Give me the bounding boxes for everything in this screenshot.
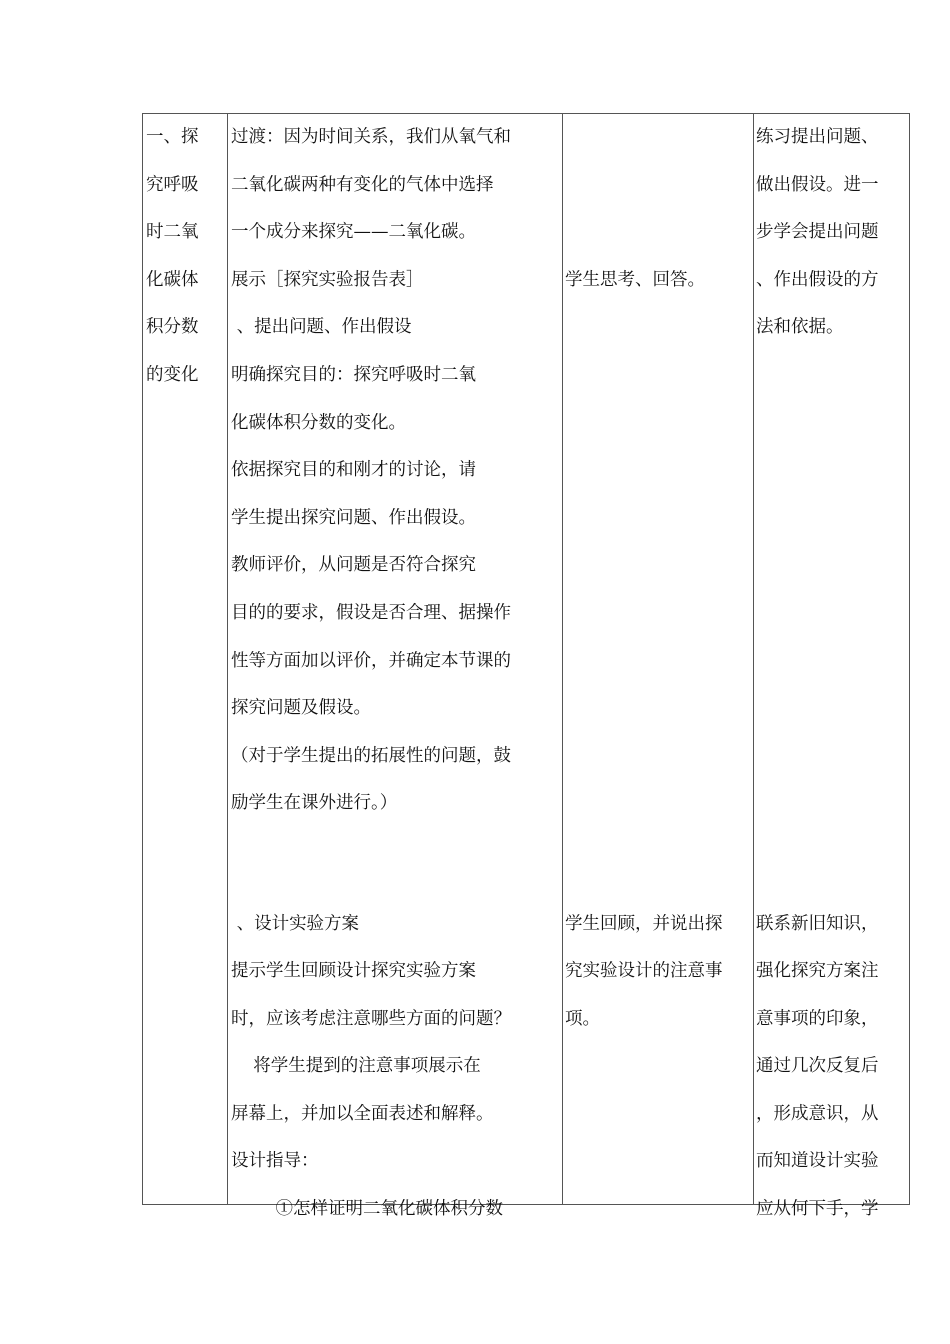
teacher-activity-line: 目的的要求，假设是否合理、据操作	[231, 602, 511, 623]
student-activity-line: 项。	[565, 1008, 600, 1029]
design-intent-line: 而知道设计实验	[756, 1151, 879, 1172]
column-divider	[562, 114, 563, 1204]
teacher-activity-line: 提示学生回顾设计探究实验方案	[231, 961, 476, 982]
teacher-activity-line: 教师评价，从问题是否符合探究	[231, 555, 476, 576]
design-intent-line: 做出假设。进一	[756, 174, 879, 195]
teacher-activity-line: ①怎样证明二氧化碳体积分数	[231, 1199, 504, 1220]
design-intent-line: 法和依据。	[756, 317, 844, 338]
section-title-line: 一、探	[146, 127, 199, 147]
design-intent-line: 意事项的印象，	[756, 1008, 879, 1029]
section-title-cell	[146, 114, 226, 400]
column-divider	[753, 114, 754, 1204]
teacher-activity-line: 二氧化碳两种有变化的气体中选择	[231, 174, 494, 195]
section-title-line: 的变化	[146, 364, 199, 385]
teacher-activity-line: 将学生提到的注意事项展示在	[231, 1056, 481, 1077]
teacher-activity-line: 屏幕上，并加以全面表述和解释。	[231, 1103, 494, 1124]
student-activity-line: 究实验设计的注意事	[565, 961, 723, 982]
teacher-activity-line: 、提出问题、作出假设	[231, 317, 412, 338]
teacher-activity-cell	[231, 114, 561, 1234]
student-activity-cell	[565, 114, 751, 1043]
section-title-line: 究呼吸	[146, 174, 199, 195]
lesson-plan-table	[142, 113, 910, 1220]
design-intent-line: 练习提出问题、	[756, 127, 879, 147]
teacher-activity-line: 时，应该考虑注意哪些方面的问题？	[231, 1008, 511, 1029]
teacher-activity-line: 设计指导：	[231, 1151, 319, 1172]
teacher-activity-line: 化碳体积分数的变化。	[231, 412, 406, 433]
section-title-line: 时二氧	[146, 222, 199, 243]
teacher-activity-line: 依据探究目的和刚才的讨论，请	[231, 460, 476, 481]
teacher-activity-line: 学生提出探究问题、作出假设。	[231, 507, 476, 528]
design-intent-line: 强化探究方案注	[756, 961, 879, 982]
design-intent-line: 通过几次反复后	[756, 1056, 879, 1077]
column-divider	[227, 114, 228, 1204]
design-intent-line: 步学会提出问题	[756, 222, 879, 243]
design-intent-line: 应从何下手，学	[756, 1199, 879, 1220]
design-intent-line: 、作出假设的方	[756, 269, 879, 290]
teacher-activity-line: 探究问题及假设。	[231, 698, 371, 719]
teacher-activity-line: 一个成分来探究——二氧化碳。	[231, 222, 476, 243]
section-title-line: 积分数	[146, 317, 199, 338]
section-title-line: 化碳体	[146, 269, 199, 290]
teacher-activity-line: 性等方面加以评价，并确定本节课的	[231, 650, 511, 671]
student-activity-line: 学生回顾，并说出探	[565, 913, 723, 934]
teacher-activity-line: 过渡：因为时间关系，我们从氧气和	[231, 127, 511, 147]
design-intent-cell	[756, 114, 908, 1234]
design-intent-line: 联系新旧知识，	[756, 913, 879, 934]
design-intent-line: ，形成意识，从	[756, 1103, 879, 1124]
teacher-activity-line: （对于学生提出的拓展性的问题，鼓	[231, 745, 511, 766]
teacher-activity-line: 明确探究目的：探究呼吸时二氧	[231, 364, 476, 385]
student-activity-line: 学生思考、回答。	[565, 269, 705, 290]
teacher-activity-line: 、设计实验方案	[231, 913, 360, 934]
teacher-activity-line: 展示［探究实验报告表］	[231, 269, 424, 290]
teacher-activity-line: 励学生在课外进行。）	[231, 793, 398, 814]
